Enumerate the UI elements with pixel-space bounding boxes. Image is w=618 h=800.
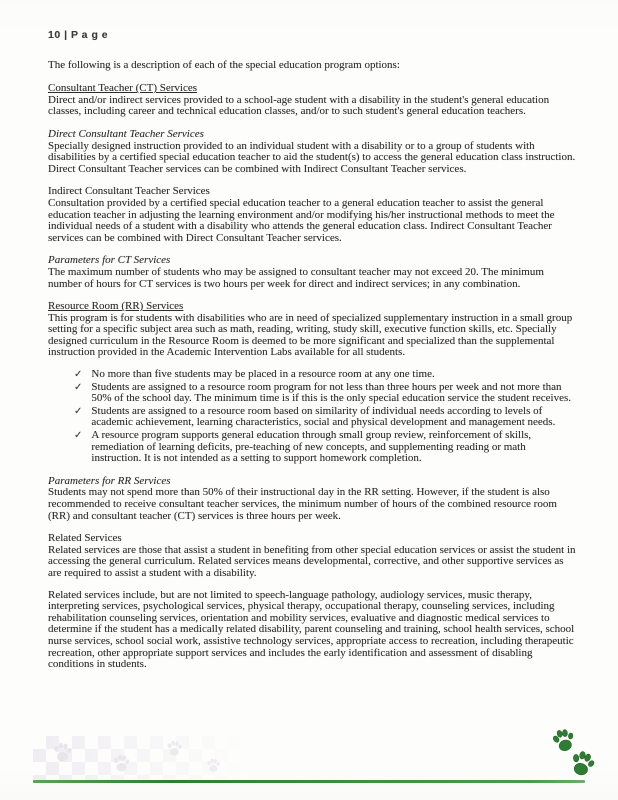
paw-print-icon — [205, 758, 221, 774]
check-list-item — [74, 369, 576, 381]
section-paragraph: The maximum number of students who may be assigned to consultant teacher may not exceed 20. The minimum number of hours for CT services is two hours per week for direct and indirect services; in any combination. — [48, 265, 544, 290]
paw-print-icon — [165, 740, 183, 758]
section-paragraph: Consultation provided by a certified special education teacher to a general education teacher to assist the general education teacher in adjusting the learning environment and/or modifying his/her instructional methods to meet the individual needs of a student with a disability who attends the general education class. Indirect Consultant Teacher services can be combined with Direct Consultant Teacher services. — [48, 196, 555, 244]
paw-print-icon — [111, 754, 131, 774]
section-paragraph: Related services are those that assist a student in benefiting from other special education services or assist the student in accessing the general curriculum. Related services means developmental, corrective, and other supportive services as are required to assist a student with a disability. — [48, 543, 576, 579]
section — [48, 255, 576, 290]
section-paragraph: Related services include, but are not limited to speech-language pathology, audiology services, music therapy, interpreting services, psychological services, physical therapy, occupational therapy, counseling services, including rehabilitation counseling services, orientation and mobility services, evaluative and diagnostic medical services to determine if the student has a medically related disability, parent counseling and training, school health services, school nurse services, school social work, assistive technology services, appropriate access to recreation, including therapeutic recreation, other appropriate support services and includes the early identification and assessment of disabling conditions in students. — [48, 588, 575, 671]
footer-green-rule — [33, 780, 585, 783]
section-heading: Related Services — [48, 532, 122, 545]
section — [48, 186, 576, 244]
section-heading: Resource Room (RR) Services — [48, 300, 184, 313]
section — [48, 533, 576, 671]
section-paragraph: This program is for students with disabilities who are in need of specialized supplementary instruction in a small group setting for a specific subject area such as math, reading, writing, study skill, executive function skills, etc. Specially designed curriculum in the Resource Room is deemed to be more significant and specialized than the supplemental instruction provided in the Academic Intervention Labs available for all students. — [48, 311, 573, 359]
check-item-text: No more than five students may be placed in a resource room at any one time. — [91, 368, 435, 381]
checkmark-icon: ✓ — [74, 430, 83, 442]
checkmark-icon: ✓ — [74, 381, 83, 393]
section-heading: Consultant Teacher (CT) Services — [48, 82, 198, 95]
check-item-text: Students are assigned to a resource room program for not less than three hours per week and not more than 50% of the school day. The minimum time is if this is the only special education service the student receives. — [91, 380, 571, 405]
paw-print-icon — [51, 742, 73, 764]
checkmark-icon: ✓ — [74, 405, 83, 417]
check-list-item — [74, 382, 576, 405]
check-item-text: Students are assigned to a resource room based on similarity of individual needs according to levels of academic achievement, learning characteristics, social and physical development and management needs. — [91, 404, 556, 429]
page-number-header: 10 | P a g e — [48, 29, 109, 41]
document-sections — [48, 83, 576, 671]
section-paragraph: Specially designed instruction provided to an individual student with a disability or to a group of students with disabilities by a certified special education teacher to aid the student(s) to access the general education class instruction. Direct Consultant Teacher services can be combined with Indirect Consultant Teacher services. — [48, 139, 576, 175]
check-list-item — [74, 430, 576, 465]
section — [48, 83, 576, 118]
checkmark-icon: ✓ — [74, 369, 83, 381]
paw-print-icon — [565, 748, 598, 781]
section — [48, 476, 576, 522]
checkerboard-paw-watermark — [33, 736, 248, 783]
section-heading: Indirect Consultant Teacher Services — [48, 185, 210, 198]
section-paragraph: Students may not spend more than 50% of their instructional day in the RR setting. However, if the student is also recommended to receive consultant teacher services, the minimum number of hours of the combined resource room (RR) and consultant teacher (CT) services is three hours per week. — [48, 486, 557, 522]
section-heading: Direct Consultant Teacher Services — [48, 127, 204, 140]
section-heading: Parameters for RR Services — [48, 474, 171, 487]
section-paragraph: Direct and/or indirect services provided to a school-age student with a disability in the student's general education classes, including career and technical education classes, and/or to such student's general education teachers. — [48, 93, 550, 118]
check-list — [48, 369, 576, 465]
section — [48, 129, 576, 175]
section — [48, 301, 576, 465]
document-content — [48, 30, 576, 682]
check-list-item — [74, 406, 576, 429]
intro-line: The following is a description of each of the special education program options: — [48, 58, 400, 71]
check-item-text: A resource program supports general education through small group review, reinforcement of skills, remediation of learning deficits, pre-teaching of new concepts, and supplementing reading or math instruction. It is not intended as a setting to support homework completion. — [91, 429, 532, 465]
section-heading: Parameters for CT Services — [48, 254, 171, 267]
